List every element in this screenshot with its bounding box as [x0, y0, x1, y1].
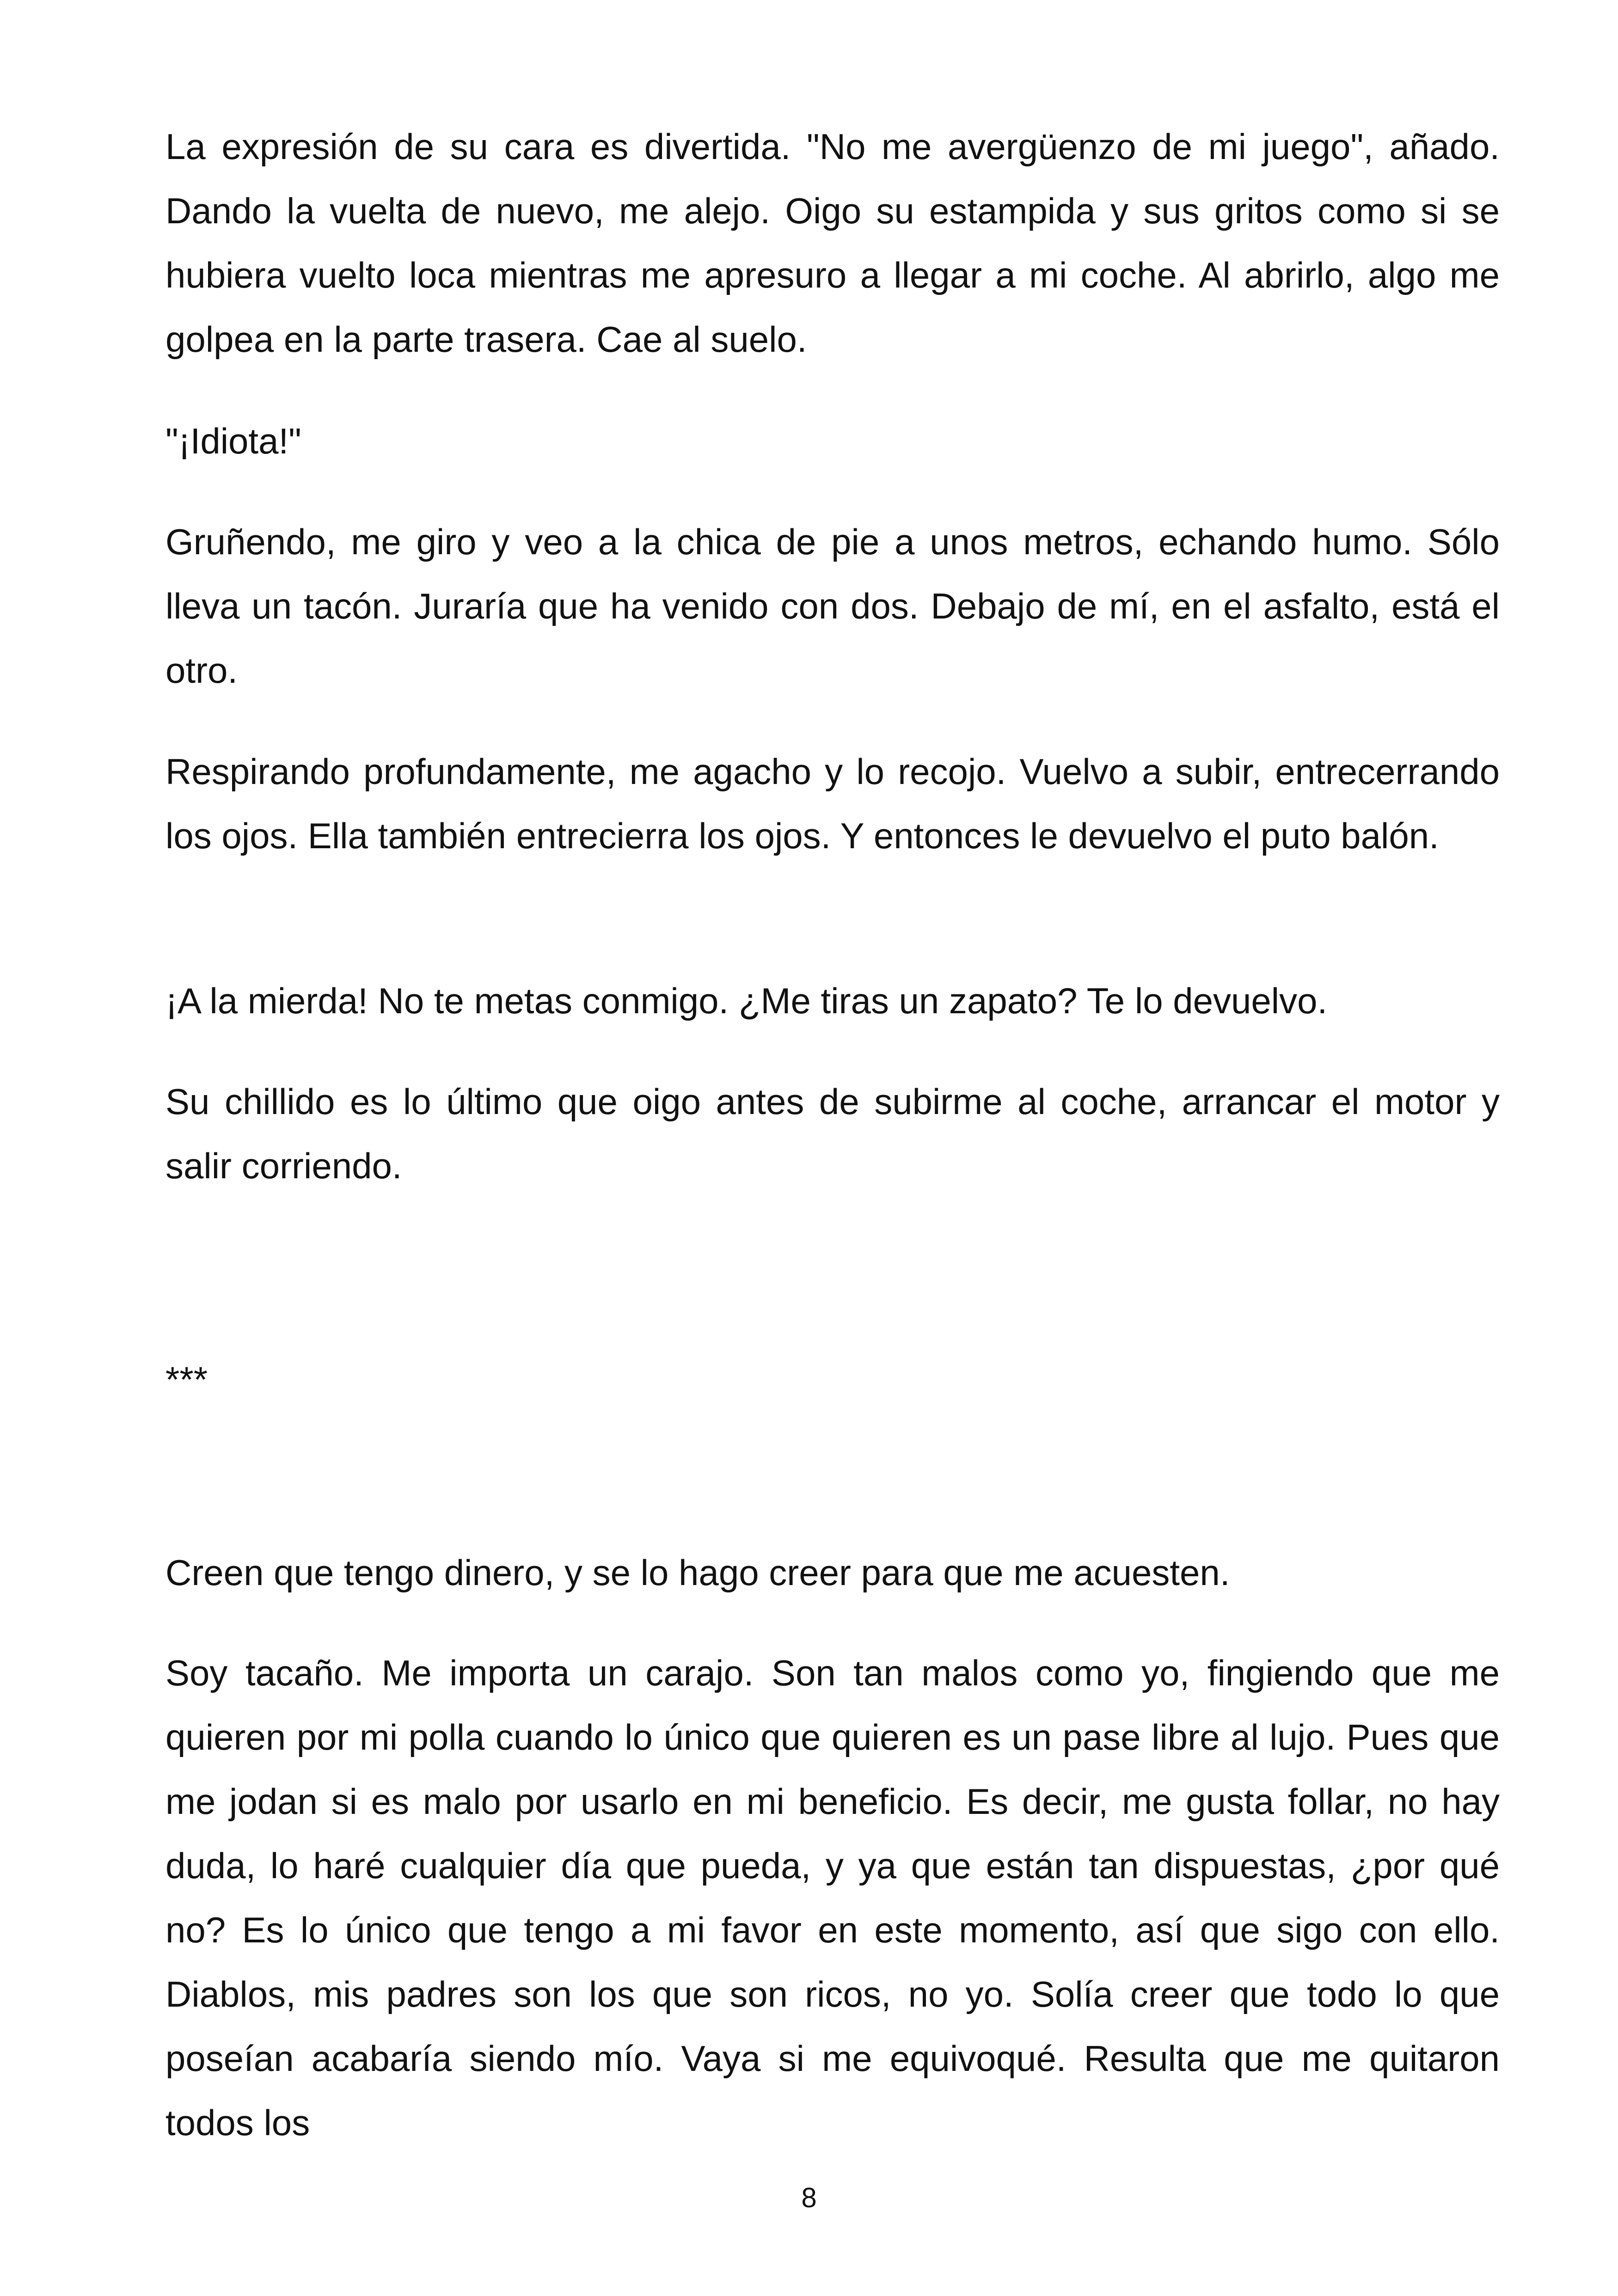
scene-break: *** [165, 1359, 208, 1400]
paragraph-5: ¡A la mierda! No te metas conmigo. ¿Me tiras un zapato? Te lo devuelvo. [165, 980, 1328, 1021]
paragraph-8: Soy tacaño. Me importa un carajo. Son tan malos como yo, fingiendo que me quieren por mi polla cuando lo único que quieren es un pase libre al lujo. Pues que me jodan si es malo por usarlo en mi beneficio. Es decir, me gusta follar, no hay duda, lo haré cualquier día que pueda, y ya que están tan dispuestas, ¿por qué no? Es lo único que tengo a mi favor en este momento, así que sigo con ello. Diablos, mis padres son los que son ricos, no yo. Solía creer que todo lo que poseían acabaría siendo mío. Vaya si me equivoqué. Resulta que me quitaron todos los [165, 1653, 1500, 2143]
paragraph-4: Respirando profundamente, me agacho y lo recojo. Vuelvo a subir, entrecerrando los ojos. Ella también entrecierra los ojos. Y entonces le devuelvo el puto balón. [165, 751, 1500, 856]
paragraph-2: "¡Idiota!" [165, 421, 301, 461]
paragraph-6: Su chillido es lo último que oigo antes de subirme al coche, arrancar el motor y salir corriendo. [165, 1081, 1500, 1186]
paragraph-7: Creen que tengo dinero, y se lo hago creer para que me acuesten. [165, 1552, 1230, 1593]
page-number: 8 [801, 2182, 817, 2213]
paragraph-3: Gruñendo, me giro y veo a la chica de pie a unos metros, echando humo. Sólo lleva un tacón. Juraría que ha venido con dos. Debajo de mí, en el asfalto, está el otro. [165, 521, 1500, 691]
paragraph-1: La expresión de su cara es divertida. "No me avergüenzo de mi juego", añado. Dando la vuelta de nuevo, me alejo. Oigo su estampida y sus gritos como si se hubiera vuelto loca mientras me apresuro a llegar a mi coche. Al abrirlo, algo me golpea en la parte trasera. Cae al suelo. [165, 126, 1500, 360]
